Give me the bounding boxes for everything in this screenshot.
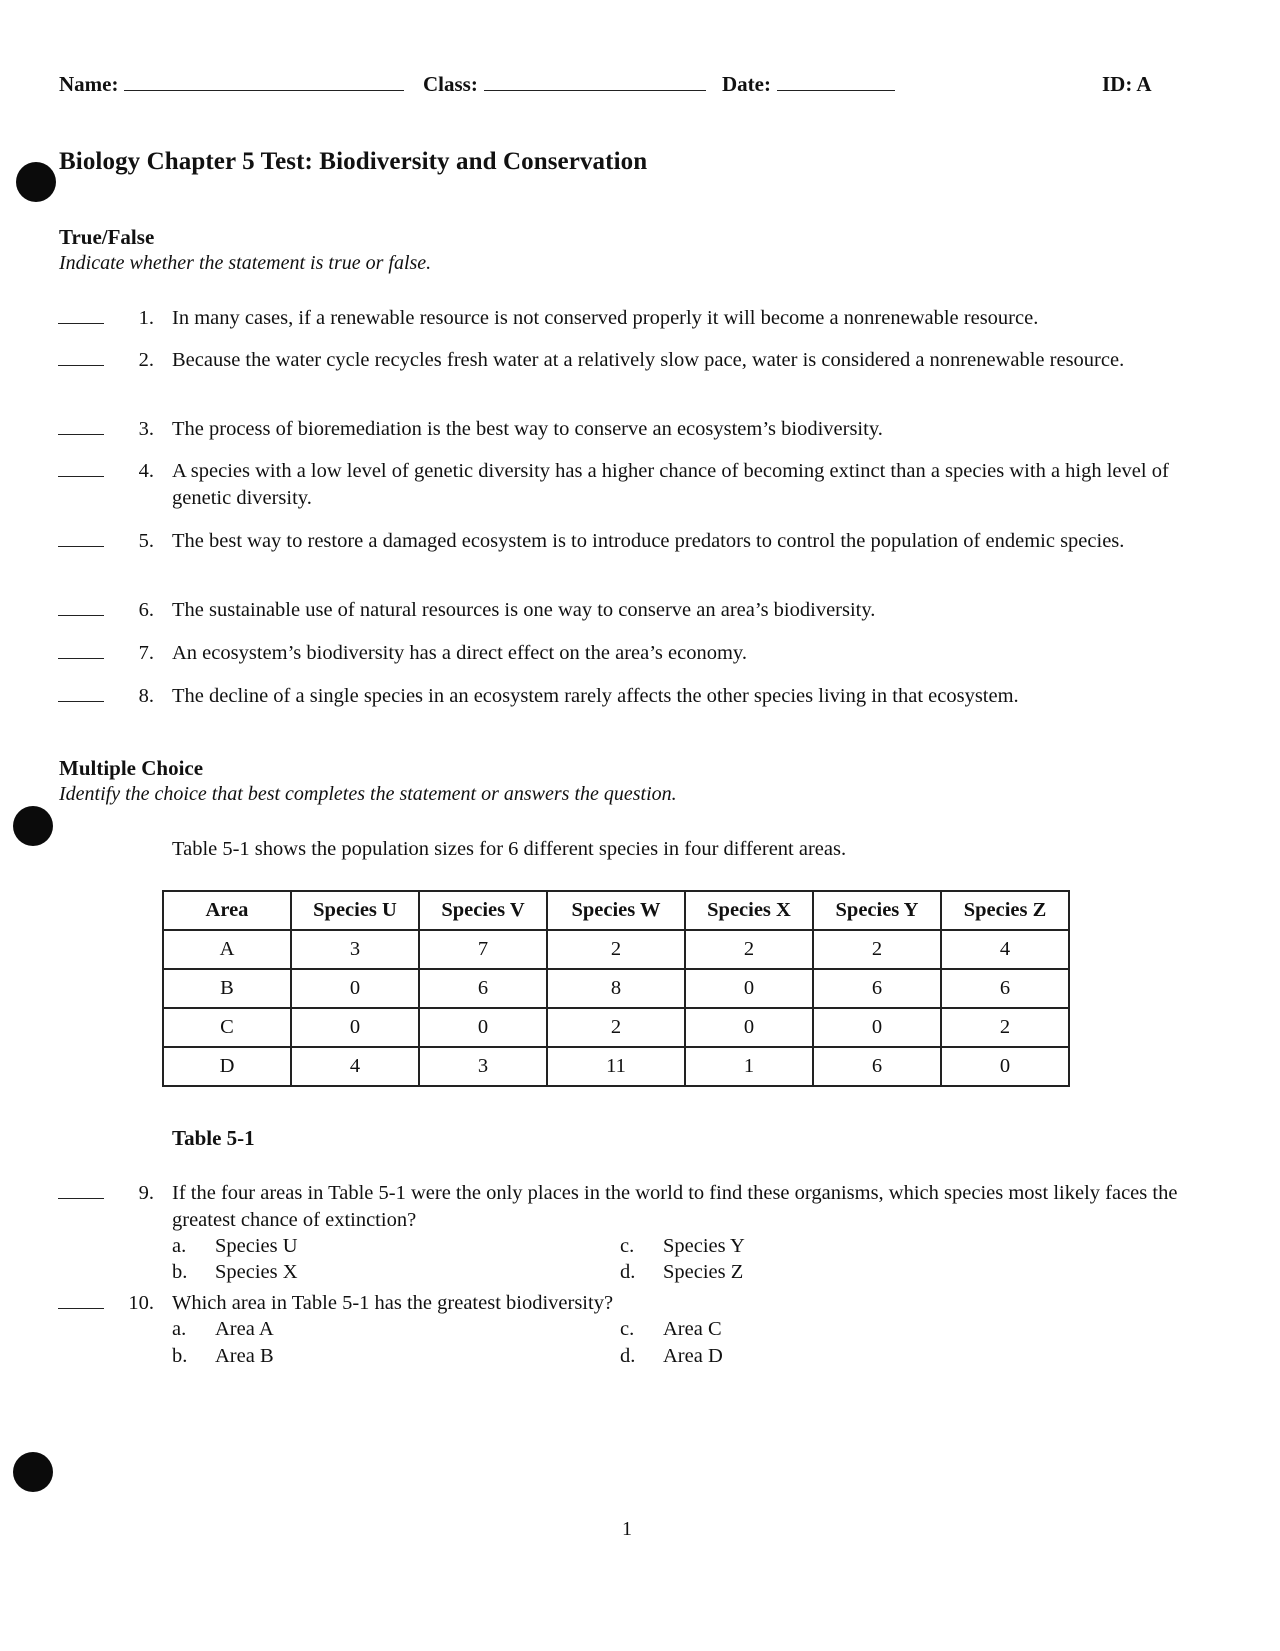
option-9c[interactable] xyxy=(620,1235,745,1258)
answer-blank[interactable] xyxy=(58,1308,104,1309)
question-text: A species with a low level of genetic diversity has a higher chance of becoming extinct than a species with a high level of genetic diversity. xyxy=(172,460,1169,509)
population-table xyxy=(162,890,1070,1087)
table-cell: 6 xyxy=(813,1047,941,1086)
table-header-cell: Area xyxy=(163,891,291,930)
option-letter: b. xyxy=(172,1261,188,1283)
option-text: Area B xyxy=(215,1345,274,1367)
true-false-instruction: Indicate whether the statement is true or false. xyxy=(59,252,432,274)
table-cell: 0 xyxy=(291,1008,419,1047)
option-9b[interactable] xyxy=(172,1261,298,1284)
option-text: Area C xyxy=(663,1318,722,1340)
class-blank[interactable] xyxy=(484,72,706,91)
table-caption: Table 5-1 shows the population sizes for 6 different species in four different areas. xyxy=(172,838,847,860)
option-letter: a. xyxy=(172,1318,187,1340)
option-10c[interactable] xyxy=(620,1318,722,1341)
question-text: The best way to restore a damaged ecosystem is to introduce predators to control the population of endemic species. xyxy=(172,530,1125,552)
table-row xyxy=(163,969,1069,1008)
answer-blank[interactable] xyxy=(58,434,104,435)
table-cell: 11 xyxy=(547,1047,685,1086)
table-cell: 6 xyxy=(941,969,1069,1008)
table-cell: 2 xyxy=(941,1008,1069,1047)
question-text: In many cases, if a renewable resource is not conserved properly it will become a nonrenewable resource. xyxy=(172,307,1039,329)
multiple-choice-heading: Multiple Choice xyxy=(59,756,204,780)
table-header-row xyxy=(163,891,1069,930)
option-text: Species Z xyxy=(663,1261,744,1283)
table-cell: D xyxy=(163,1047,291,1086)
table-header-cell: Species Y xyxy=(813,891,941,930)
table-cell: 2 xyxy=(813,930,941,969)
date-field xyxy=(722,72,895,97)
question-text: The sustainable use of natural resources is one way to conserve an area’s biodiversity. xyxy=(172,599,876,621)
table-cell: 2 xyxy=(685,930,813,969)
option-text: Species U xyxy=(215,1235,298,1257)
option-text: Area D xyxy=(663,1345,723,1367)
table-header-cell: Species U xyxy=(291,891,419,930)
answer-blank[interactable] xyxy=(58,658,104,659)
question-number: 6. xyxy=(138,599,154,621)
question-text: Which area in Table 5-1 has the greatest biodiversity? xyxy=(172,1292,614,1314)
table-cell: 0 xyxy=(941,1047,1069,1086)
table-row xyxy=(163,1008,1069,1047)
table-header-cell: Species W xyxy=(547,891,685,930)
option-letter: b. xyxy=(172,1345,188,1367)
answer-blank[interactable] xyxy=(58,323,104,324)
table-cell: 0 xyxy=(685,1008,813,1047)
true-false-heading: True/False xyxy=(59,225,155,249)
punch-hole-middle xyxy=(13,806,53,846)
table-cell: 4 xyxy=(941,930,1069,969)
option-letter: d. xyxy=(620,1261,636,1283)
table-cell: 3 xyxy=(419,1047,547,1086)
table-row xyxy=(163,1047,1069,1086)
option-10b[interactable] xyxy=(172,1345,274,1368)
answer-blank[interactable] xyxy=(58,476,104,477)
class-field xyxy=(423,72,706,97)
table-cell: 8 xyxy=(547,969,685,1008)
table-cell: 3 xyxy=(291,930,419,969)
table-label: Table 5-1 xyxy=(172,1126,255,1150)
name-field xyxy=(59,72,404,97)
answer-blank[interactable] xyxy=(58,1198,104,1199)
question-text: If the four areas in Table 5-1 were the only places in the world to find these organisms, which species most likely faces the greatest chance of extinction? xyxy=(172,1182,1178,1231)
date-label: Date: xyxy=(722,72,771,96)
table-cell: C xyxy=(163,1008,291,1047)
answer-blank[interactable] xyxy=(58,615,104,616)
punch-hole-top xyxy=(16,162,56,202)
option-letter: d. xyxy=(620,1345,636,1367)
table-cell: 0 xyxy=(685,969,813,1008)
question-number: 9. xyxy=(138,1182,154,1204)
option-text: Area A xyxy=(215,1318,274,1340)
table-row xyxy=(163,930,1069,969)
table-cell: 6 xyxy=(813,969,941,1008)
table-cell: 0 xyxy=(813,1008,941,1047)
multiple-choice-instruction: Identify the choice that best completes the statement or answers the question. xyxy=(59,783,677,805)
question-number: 4. xyxy=(138,460,154,482)
table-cell: A xyxy=(163,930,291,969)
option-text: Species X xyxy=(215,1261,298,1283)
question-text: The decline of a single species in an ecosystem rarely affects the other species living in that ecosystem. xyxy=(172,685,1019,707)
question-text: Because the water cycle recycles fresh water at a relatively slow pace, water is considered a nonrenewable resource. xyxy=(172,349,1125,371)
option-9d[interactable] xyxy=(620,1261,743,1284)
table-cell: 0 xyxy=(419,1008,547,1047)
table-cell: B xyxy=(163,969,291,1008)
table-cell: 0 xyxy=(291,969,419,1008)
answer-blank[interactable] xyxy=(58,365,104,366)
table-header-cell: Species Z xyxy=(941,891,1069,930)
option-letter: a. xyxy=(172,1235,187,1257)
table-header-cell: Species X xyxy=(685,891,813,930)
test-id: ID: A xyxy=(1102,72,1152,96)
question-number: 8. xyxy=(138,685,154,707)
question-text: The process of bioremediation is the best way to conserve an ecosystem’s biodiversity. xyxy=(172,418,883,440)
name-label: Name: xyxy=(59,72,119,96)
table-cell: 2 xyxy=(547,930,685,969)
class-label: Class: xyxy=(423,72,478,96)
table-cell: 1 xyxy=(685,1047,813,1086)
question-number: 10. xyxy=(128,1292,154,1314)
answer-blank[interactable] xyxy=(58,701,104,702)
question-number: 3. xyxy=(138,418,154,440)
option-9a[interactable] xyxy=(172,1235,298,1258)
option-10d[interactable] xyxy=(620,1345,723,1368)
option-text: Species Y xyxy=(663,1235,745,1257)
option-letter: c. xyxy=(620,1235,635,1257)
table-cell: 6 xyxy=(419,969,547,1008)
question-number: 1. xyxy=(138,307,154,329)
question-number: 7. xyxy=(138,642,154,664)
punch-hole-bottom xyxy=(13,1452,53,1492)
page-title: Biology Chapter 5 Test: Biodiversity and Conservation xyxy=(59,148,648,175)
question-number: 5. xyxy=(138,530,154,552)
table-cell: 7 xyxy=(419,930,547,969)
table-cell: 4 xyxy=(291,1047,419,1086)
table-cell: 2 xyxy=(547,1008,685,1047)
name-blank[interactable] xyxy=(124,72,404,91)
option-10a[interactable] xyxy=(172,1318,274,1341)
question-number: 2. xyxy=(138,349,154,371)
table-header-cell: Species V xyxy=(419,891,547,930)
page-number: 1 xyxy=(622,1518,632,1540)
answer-blank[interactable] xyxy=(58,546,104,547)
question-text: An ecosystem’s biodiversity has a direct effect on the area’s economy. xyxy=(172,642,747,664)
date-blank[interactable] xyxy=(777,72,895,91)
option-letter: c. xyxy=(620,1318,635,1340)
